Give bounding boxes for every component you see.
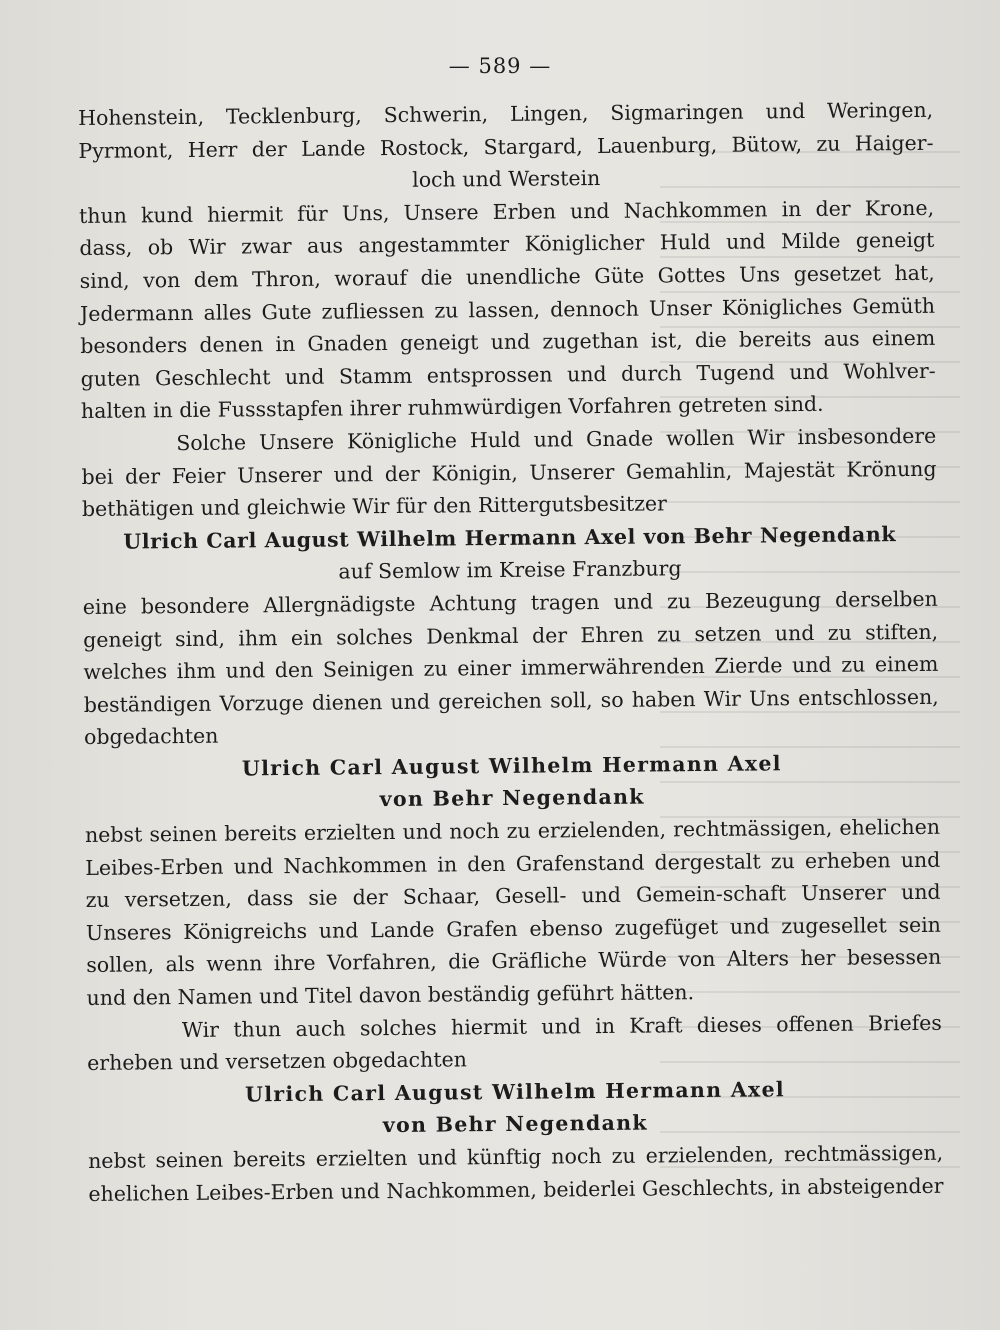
text-line: guten Geschlecht und Stamm entsprossen und durch Tugend und Wohlver- bbox=[80, 358, 936, 391]
text-line: Jedermann alles Gute zufliessen zu lassen, dennoch Unser Königliches Gemüth bbox=[79, 293, 936, 326]
honoree-name: Ulrich Carl August Wilhelm Hermann Axel bbox=[241, 751, 782, 781]
text-line: dass, ob Wir zwar aus angestammter Königlicher Huld und Milde geneigt bbox=[79, 228, 935, 261]
text-line: besonders denen in Gnaden geneigt und zugethan ist, die bereits aus einem bbox=[80, 325, 936, 359]
text-line: Pyrmont, Herr der Lande Rostock, Stargard, Lauenburg, Bütow, zu Haiger- bbox=[78, 130, 934, 163]
text-line: Hohenstein, Tecklenburg, Schwerin, Lingen, Sigmaringen und Weringen, bbox=[78, 97, 934, 130]
text-line: obgedachten bbox=[83, 723, 219, 750]
text-line: Unseres Königreichs und Lande Grafen ebenso zugefüget und zugesellet sein bbox=[85, 912, 942, 945]
honoree-name: Ulrich Carl August Wilhelm Hermann Axel bbox=[244, 1077, 786, 1107]
text-line: thun kund hiermit für Uns, Unsere Erben und Nachkommen in der Krone, bbox=[78, 195, 935, 228]
text-line: ehelichen Leibes-Erben und Nachkommen, beiderlei Geschlechts, in absteigender bbox=[88, 1173, 944, 1206]
body-text bbox=[78, 94, 944, 1210]
text-line: zu versetzen, dass sie der Schaar, Gesell- und Gemein-schaft Unserer und bbox=[85, 880, 941, 913]
text-line: halten in die Fussstapfen ihrer ruhmwürdigen Vorfahren getreten sind. bbox=[80, 392, 824, 424]
honoree-name: von Behr Negendank bbox=[382, 1110, 648, 1138]
text-line: nebst seinen bereits erzielten und künftig noch zu erzielenden, rechtmässigen, bbox=[88, 1140, 944, 1173]
honoree-estate: auf Semlow im Kreise Franzburg bbox=[338, 556, 682, 584]
text-line: beständigen Vorzuge dienen und gereichen soll, so haben Wir Uns entschlossen, bbox=[83, 684, 939, 717]
text-line: loch und Werstein bbox=[412, 166, 601, 192]
paragraph-start-line: Solche Unsere Königliche Huld und Gnade wollen Wir insbesondere bbox=[176, 423, 937, 456]
text-line: sollen, als wenn ihre Vorfahren, die Gräfliche Würde von Alters her besessen bbox=[86, 945, 942, 978]
page-number: — 589 — bbox=[448, 54, 552, 78]
text-line: und den Namen und Titel davon beständig geführt hätten. bbox=[86, 980, 695, 1010]
text-line: geneigt sind, ihm ein solches Denkmal der Ehren zu setzen und zu stiften, bbox=[83, 619, 939, 652]
text-line: erheben und versetzen obgedachten bbox=[87, 1047, 467, 1076]
text-line: eine besondere Allergnädigste Achtung tragen und zu Bezeugung derselben bbox=[82, 586, 938, 619]
paragraph-start-line: Wir thun auch solches hiermit und in Kraft dieses offenen Briefes bbox=[181, 1010, 942, 1042]
honoree-name: Ulrich Carl August Wilhelm Hermann Axel von Behr Negendank bbox=[123, 521, 897, 554]
text-line: nebst seinen bereits erzielten und noch zu erzielenden, rechtmässigen, ehelichen bbox=[84, 814, 941, 848]
honoree-name: von Behr Negendank bbox=[379, 785, 645, 812]
text-line: bei der Feier Unserer und der Königin, Unserer Gemahlin, Majestät Krönung bbox=[81, 456, 937, 489]
text-line: bethätigen und gleichwie Wir für den Rittergutsbesitzer bbox=[81, 491, 667, 522]
text-line: sind, von dem Thron, worauf die unendliche Güte Gottes Uns gesetzet hat, bbox=[79, 260, 935, 293]
text-line: Leibes-Erben und Nachkommen in den Grafenstand dergestalt zu erheben und bbox=[85, 847, 941, 880]
text-line: welches ihm und den Seinigen zu einer immerwährenden Zierde und zu einem bbox=[83, 651, 939, 685]
